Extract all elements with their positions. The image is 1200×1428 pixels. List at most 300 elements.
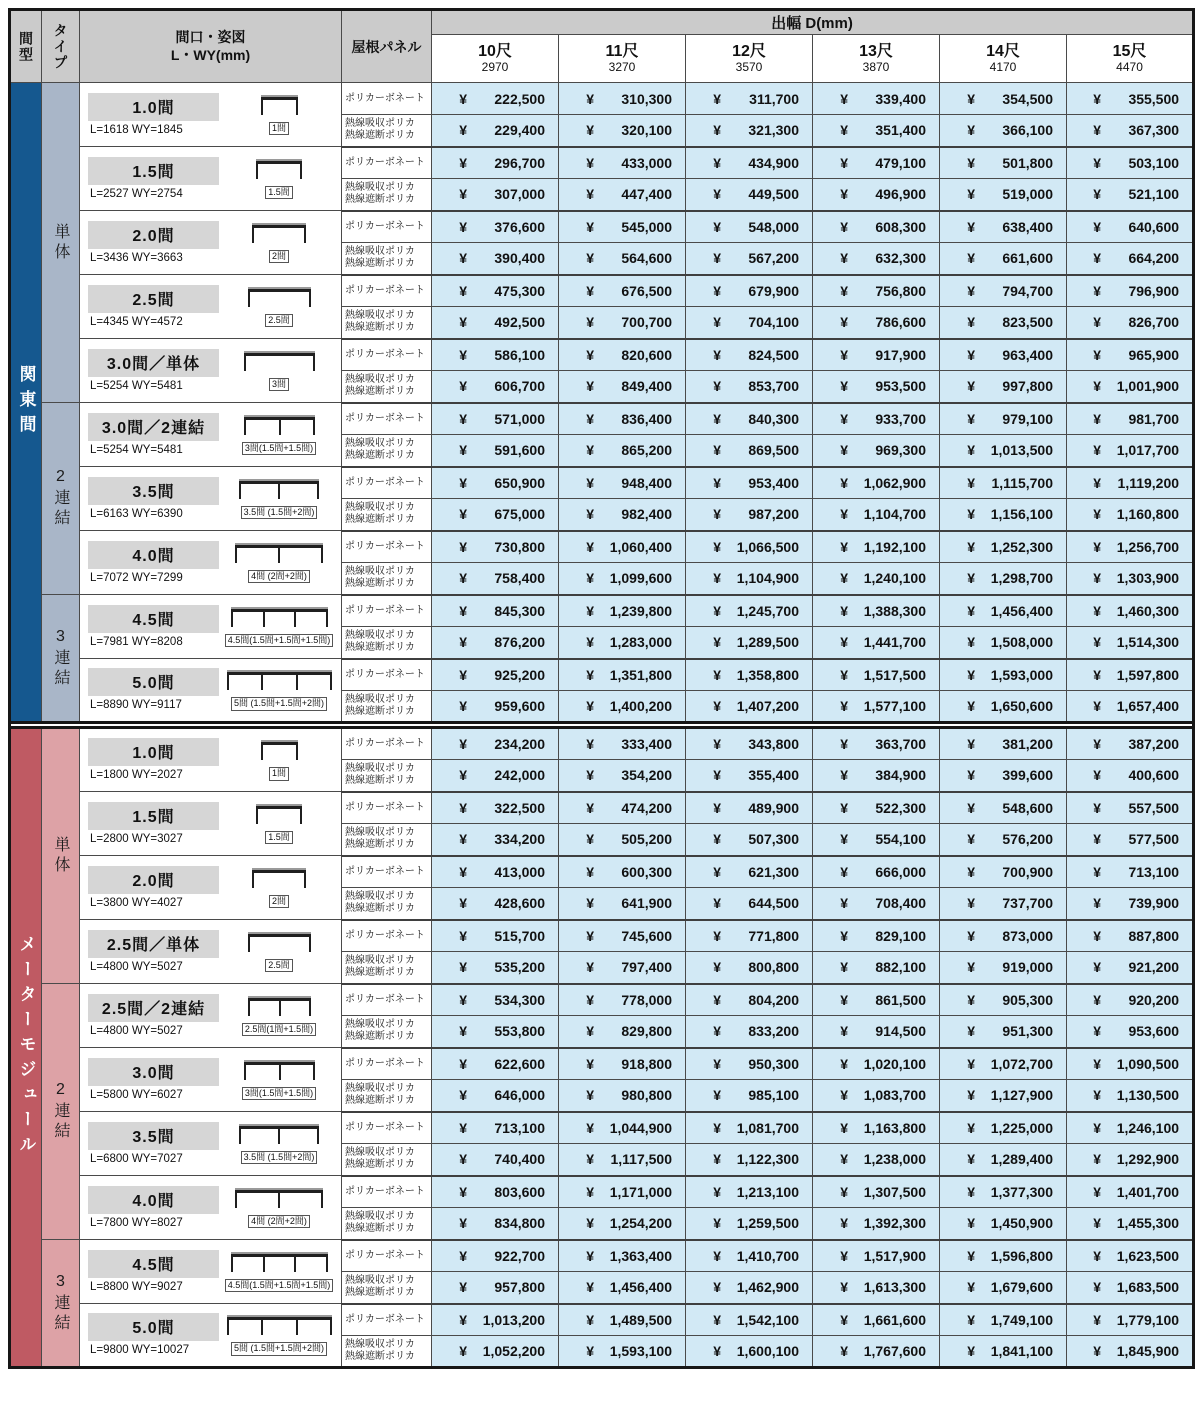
price-value: 997,800 <box>1002 378 1053 395</box>
span-spec-cell <box>80 856 342 920</box>
span-dimensions: L=4345 WY=4572 <box>90 315 183 328</box>
roof-panel-polycarbonate: ポリカーボネート <box>342 1048 432 1080</box>
price-value: 905,300 <box>1002 991 1053 1008</box>
table-row-polycarbonate <box>10 275 1194 307</box>
price-cell <box>813 339 940 371</box>
table-row-polycarbonate <box>10 339 1194 371</box>
price-value: 545,000 <box>621 218 672 235</box>
price-value: 311,700 <box>749 90 799 107</box>
price-cell <box>1067 984 1194 1016</box>
yen-sign: ¥ <box>840 442 848 459</box>
price-value: 1,213,100 <box>736 1183 799 1200</box>
price-value: 1,351,800 <box>609 666 672 683</box>
yen-sign: ¥ <box>713 538 721 555</box>
heat-absorb-label: 熱線吸収ポリカ <box>345 118 415 130</box>
roof-panel-polycarbonate: ポリカーボネート <box>342 728 432 760</box>
yen-sign: ¥ <box>967 666 975 683</box>
post-leg <box>248 292 250 307</box>
yen-sign: ¥ <box>459 378 467 395</box>
price-cell <box>559 691 686 723</box>
price-cell <box>1067 888 1194 920</box>
price-cell <box>813 83 940 115</box>
price-value: 980,800 <box>621 1087 672 1104</box>
header-frontage <box>80 10 342 83</box>
price-cell <box>432 595 559 627</box>
depth-mm: 2970 <box>481 59 509 74</box>
price-cell <box>686 1208 813 1240</box>
price-value: 644,500 <box>748 895 799 912</box>
roof-panel-heat <box>342 1144 432 1176</box>
yen-sign: ¥ <box>586 959 594 976</box>
price-value: 951,300 <box>1002 1023 1053 1040</box>
price-cell <box>813 728 940 760</box>
price-value: 553,800 <box>494 1023 545 1040</box>
post-leg <box>263 1257 265 1272</box>
price-value: 1,252,300 <box>990 538 1053 555</box>
price-cell <box>940 467 1067 499</box>
depth-mm: 3270 <box>608 59 636 74</box>
price-cell <box>559 371 686 403</box>
type-group-cell <box>42 984 80 1240</box>
price-cell <box>940 595 1067 627</box>
span-size-label: 4.0間 <box>88 541 219 569</box>
table-row-polycarbonate <box>10 1112 1194 1144</box>
yen-sign: ¥ <box>967 378 975 395</box>
yen-sign: ¥ <box>586 282 594 299</box>
diagram-span-label: 4間 (2間+2間) <box>248 570 310 584</box>
price-value: 1,192,100 <box>863 538 926 555</box>
yen-sign: ¥ <box>459 959 467 976</box>
price-cell <box>940 499 1067 531</box>
price-cell <box>559 1048 686 1080</box>
price-cell <box>432 307 559 339</box>
depth-mm: 4470 <box>1116 59 1143 74</box>
elevation-diagram <box>248 287 311 313</box>
span-spec-cell <box>80 339 342 403</box>
price-cell <box>686 1144 813 1176</box>
span-size-label: 4.5間 <box>88 1250 219 1278</box>
price-value: 1,171,000 <box>609 1183 672 1200</box>
yen-sign: ¥ <box>1093 122 1102 139</box>
post-leg <box>252 873 254 888</box>
price-cell <box>813 1240 940 1272</box>
post-leg <box>326 1257 328 1272</box>
price-cell <box>940 627 1067 659</box>
heat-block-label: 熱線遮断ポリカ <box>345 1223 415 1235</box>
price-value: 987,200 <box>748 506 799 523</box>
price-value: 861,500 <box>875 991 926 1008</box>
heat-absorb-label: 熱線吸収ポリカ <box>345 374 415 386</box>
span-dimensions: L=3800 WY=4027 <box>90 896 183 909</box>
heat-absorb-label: 熱線吸収ポリカ <box>345 694 415 705</box>
yen-sign: ¥ <box>967 767 975 784</box>
yen-sign: ¥ <box>1093 378 1102 395</box>
price-value: 505,200 <box>621 831 672 848</box>
price-cell <box>813 792 940 824</box>
price-value: 1,400,200 <box>609 698 672 714</box>
header-roof-panel: 屋根パネル <box>342 10 432 83</box>
price-cell <box>559 888 686 920</box>
price-cell <box>686 243 813 275</box>
price-cell <box>686 1112 813 1144</box>
yen-sign: ¥ <box>459 831 467 848</box>
price-cell <box>813 824 940 856</box>
price-value: 1,596,800 <box>990 1247 1053 1264</box>
yen-sign: ¥ <box>586 474 594 491</box>
price-cell <box>940 339 1067 371</box>
price-cell <box>432 467 559 499</box>
span-spec <box>88 413 337 457</box>
yen-sign: ¥ <box>967 895 975 912</box>
price-value: 713,100 <box>1128 863 1180 880</box>
post-leg <box>309 937 311 952</box>
yen-sign: ¥ <box>459 1151 467 1168</box>
price-value: 501,800 <box>1002 154 1053 171</box>
roof-panel-heat <box>342 243 432 275</box>
diagram-span-label: 1間 <box>269 122 289 136</box>
yen-sign: ¥ <box>967 1055 975 1072</box>
post-leg <box>227 1320 229 1335</box>
price-cell <box>686 83 813 115</box>
yen-sign: ¥ <box>713 122 721 139</box>
price-value: 1,115,700 <box>991 474 1053 491</box>
yen-sign: ¥ <box>840 736 848 752</box>
price-cell <box>813 435 940 467</box>
yen-sign: ¥ <box>713 346 721 363</box>
depth-shaku: 14尺 <box>986 43 1020 61</box>
price-value: 865,200 <box>621 442 672 459</box>
elevation-diagram <box>244 415 315 441</box>
roof-panel-heat <box>342 627 432 659</box>
yen-sign: ¥ <box>586 1279 594 1296</box>
price-cell <box>686 984 813 1016</box>
yen-sign: ¥ <box>840 570 848 587</box>
price-cell <box>940 691 1067 723</box>
price-value: 600,300 <box>621 863 672 880</box>
yen-sign: ¥ <box>713 1279 721 1296</box>
price-cell <box>559 824 686 856</box>
yen-sign: ¥ <box>1093 538 1102 555</box>
price-value: 804,200 <box>748 991 799 1008</box>
yen-sign: ¥ <box>840 1055 848 1072</box>
yen-sign: ¥ <box>1093 831 1102 848</box>
span-spec <box>88 541 337 585</box>
elevation-diagram <box>248 996 311 1022</box>
span-dimensions: L=7072 WY=7299 <box>90 571 183 584</box>
yen-sign: ¥ <box>459 991 467 1008</box>
price-cell <box>1067 1048 1194 1080</box>
yen-sign: ¥ <box>586 1055 594 1072</box>
price-value: 400,600 <box>1128 767 1180 784</box>
roof-panel-polycarbonate: ポリカーボネート <box>342 1240 432 1272</box>
heat-absorb-label: 熱線吸収ポリカ <box>345 955 415 967</box>
heat-block-label: 熱線遮断ポリカ <box>345 967 415 979</box>
price-cell <box>686 435 813 467</box>
yen-sign: ¥ <box>459 1215 467 1232</box>
price-cell <box>686 371 813 403</box>
post-leg <box>278 1193 280 1208</box>
price-value: 1,225,000 <box>990 1119 1053 1136</box>
price-value: 1,363,400 <box>609 1247 672 1264</box>
yen-sign: ¥ <box>840 538 848 555</box>
price-value: 918,800 <box>621 1055 672 1072</box>
price-cell <box>559 211 686 243</box>
span-spec <box>88 930 337 974</box>
price-value: 1,597,800 <box>1116 666 1180 683</box>
yen-sign: ¥ <box>713 378 721 395</box>
roof-panel-heat <box>342 1016 432 1048</box>
header-depth-col <box>813 35 940 83</box>
price-value: 571,000 <box>494 410 545 427</box>
price-value: 661,600 <box>1002 250 1053 267</box>
price-cell <box>813 147 940 179</box>
diagram-span-label: 4.5間(1.5間+1.5間+1.5間) <box>225 634 334 648</box>
price-value: 1,245,700 <box>736 602 799 619</box>
diagram-span-label: 2.5間 <box>265 314 293 328</box>
yen-sign: ¥ <box>586 218 594 235</box>
span-dimensions: L=5254 WY=5481 <box>90 379 183 392</box>
span-spec <box>88 221 337 265</box>
price-cell <box>940 403 1067 435</box>
price-cell <box>813 952 940 984</box>
price-cell <box>559 1080 686 1112</box>
price-cell <box>813 1336 940 1368</box>
heat-block-label: 熱線遮断ポリカ <box>345 1159 415 1171</box>
price-value: 953,400 <box>748 474 799 491</box>
price-value: 1,090,500 <box>1116 1055 1180 1072</box>
heat-block-label: 熱線遮断ポリカ <box>345 1287 415 1299</box>
price-value: 1,462,900 <box>736 1279 799 1296</box>
price-cell <box>686 1240 813 1272</box>
yen-sign: ¥ <box>713 506 721 523</box>
price-cell <box>1067 83 1194 115</box>
span-dimensions: L=4800 WY=5027 <box>90 1024 183 1037</box>
yen-sign: ¥ <box>967 570 975 587</box>
price-cell <box>940 1208 1067 1240</box>
price-cell <box>686 179 813 211</box>
roof-panel-polycarbonate: ポリカーボネート <box>342 1112 432 1144</box>
span-size-label: 2.5間 <box>88 285 219 313</box>
yen-sign: ¥ <box>840 154 848 171</box>
price-cell <box>686 856 813 888</box>
price-cell <box>1067 1336 1194 1368</box>
roof-panel-heat <box>342 1272 432 1304</box>
price-cell <box>432 563 559 595</box>
price-cell <box>813 659 940 691</box>
yen-sign: ¥ <box>459 1023 467 1040</box>
roof-panel-heat <box>342 1208 432 1240</box>
heat-absorb-label: 熱線吸収ポリカ <box>345 827 415 839</box>
span-spec-cell <box>80 1048 342 1112</box>
yen-sign: ¥ <box>967 346 975 363</box>
price-cell <box>940 728 1067 760</box>
yen-sign: ¥ <box>840 282 848 299</box>
yen-sign: ¥ <box>459 122 467 139</box>
diagram-span-label: 1.5間 <box>265 831 293 845</box>
yen-sign: ¥ <box>1093 218 1102 235</box>
yen-sign: ¥ <box>840 1151 848 1168</box>
roof-bar <box>252 870 306 873</box>
roof-bar <box>261 742 298 745</box>
price-cell <box>813 371 940 403</box>
yen-sign: ¥ <box>840 378 848 395</box>
span-dimensions: L=6800 WY=7027 <box>90 1152 183 1165</box>
section-meter <box>10 728 1194 1368</box>
price-cell <box>813 275 940 307</box>
post-leg <box>227 675 229 690</box>
price-value: 1,450,900 <box>990 1215 1053 1232</box>
price-value: 1,441,700 <box>863 634 926 651</box>
yen-sign: ¥ <box>840 1343 848 1359</box>
price-cell <box>1067 856 1194 888</box>
price-value: 1,156,100 <box>990 506 1053 523</box>
yen-sign: ¥ <box>967 1087 975 1104</box>
price-value: 1,072,700 <box>990 1055 1053 1072</box>
yen-sign: ¥ <box>459 1247 467 1264</box>
roof-bar <box>231 1254 328 1257</box>
table-row-polycarbonate <box>10 728 1194 760</box>
yen-sign: ¥ <box>1093 506 1102 523</box>
price-value: 548,000 <box>748 218 799 235</box>
price-cell <box>940 856 1067 888</box>
post-leg <box>330 675 332 690</box>
roof-bar <box>261 97 298 100</box>
price-value: 390,400 <box>494 250 545 267</box>
price-cell <box>686 691 813 723</box>
price-cell <box>940 1144 1067 1176</box>
price-value: 638,400 <box>1002 218 1053 235</box>
yen-sign: ¥ <box>840 959 848 976</box>
span-spec-cell <box>80 211 342 275</box>
header-depth-col <box>559 35 686 83</box>
price-cell <box>686 563 813 595</box>
yen-sign: ¥ <box>1093 442 1102 459</box>
yen-sign: ¥ <box>1093 1247 1102 1264</box>
yen-sign: ¥ <box>459 282 467 299</box>
yen-sign: ¥ <box>840 634 848 651</box>
price-value: 479,100 <box>875 154 926 171</box>
post-leg <box>248 937 250 952</box>
price-cell <box>813 1272 940 1304</box>
heat-absorb-label: 熱線吸収ポリカ <box>345 1019 415 1031</box>
price-cell <box>940 1080 1067 1112</box>
price-cell <box>686 1304 813 1336</box>
price-value: 646,000 <box>494 1087 545 1104</box>
price-cell <box>559 952 686 984</box>
header-depth-col <box>1067 35 1194 83</box>
yen-sign: ¥ <box>713 218 721 235</box>
yen-sign: ¥ <box>1093 602 1102 619</box>
price-value: 803,600 <box>494 1183 545 1200</box>
yen-sign: ¥ <box>713 1087 721 1104</box>
yen-sign: ¥ <box>1093 346 1102 363</box>
yen-sign: ¥ <box>586 570 594 587</box>
post-leg <box>256 809 258 824</box>
yen-sign: ¥ <box>1093 1023 1102 1040</box>
price-value: 953,600 <box>1128 1023 1180 1040</box>
heat-block-label: 熱線遮断ポリカ <box>345 903 415 915</box>
yen-sign: ¥ <box>840 122 848 139</box>
diagram-span-label: 1.5間 <box>265 186 293 200</box>
table-row-polycarbonate <box>10 403 1194 435</box>
price-cell <box>559 792 686 824</box>
span-spec <box>88 1186 337 1230</box>
post-leg <box>296 1320 298 1335</box>
price-value: 869,500 <box>748 442 799 459</box>
price-value: 1,289,400 <box>990 1151 1053 1168</box>
yen-sign: ¥ <box>713 154 721 171</box>
price-value: 474,200 <box>621 799 672 816</box>
yen-sign: ¥ <box>459 1183 467 1200</box>
span-spec-cell <box>80 83 342 147</box>
yen-sign: ¥ <box>1093 1119 1102 1136</box>
span-size-label: 2.0間 <box>88 221 219 249</box>
table-row-polycarbonate <box>10 920 1194 952</box>
price-cell <box>432 728 559 760</box>
yen-sign: ¥ <box>459 1279 467 1296</box>
yen-sign: ¥ <box>459 634 467 651</box>
price-cell <box>940 179 1067 211</box>
yen-sign: ¥ <box>1093 250 1102 267</box>
depth-shaku: 15尺 <box>1112 43 1147 61</box>
price-value: 1,577,100 <box>863 698 926 714</box>
roof-panel-heat <box>342 760 432 792</box>
price-value: 535,200 <box>494 959 545 976</box>
roof-bar <box>248 289 311 292</box>
price-cell <box>813 1304 940 1336</box>
yen-sign: ¥ <box>459 1119 467 1136</box>
yen-sign: ¥ <box>586 1183 594 1200</box>
price-cell <box>813 467 940 499</box>
diagram-span-label: 1間 <box>269 767 289 781</box>
price-value: 632,300 <box>875 250 926 267</box>
price-cell <box>813 1112 940 1144</box>
price-value: 950,300 <box>748 1055 799 1072</box>
span-size-label: 1.0間 <box>88 738 219 766</box>
price-value: 622,600 <box>494 1055 545 1072</box>
span-dimensions: L=1618 WY=1845 <box>90 123 183 136</box>
yen-sign: ¥ <box>840 698 848 714</box>
price-value: 824,500 <box>748 346 799 363</box>
yen-sign: ¥ <box>840 991 848 1008</box>
yen-sign: ¥ <box>1093 570 1102 587</box>
yen-sign: ¥ <box>967 1215 975 1232</box>
yen-sign: ¥ <box>459 90 467 107</box>
price-value: 849,400 <box>621 378 672 395</box>
type-group-label: 3連結 <box>52 627 69 689</box>
roof-bar <box>231 609 328 612</box>
diagram-span-label: 2.5間(1間+1.5間) <box>242 1023 316 1037</box>
diagram-span-label: 4.5間(1.5間+1.5間+1.5間) <box>225 1279 334 1293</box>
yen-sign: ¥ <box>459 799 467 816</box>
price-cell <box>686 952 813 984</box>
yen-sign: ¥ <box>713 1183 721 1200</box>
price-cell <box>432 83 559 115</box>
price-value: 475,300 <box>494 282 545 299</box>
span-spec <box>88 605 337 649</box>
span-size-label: 5.0間 <box>88 668 219 696</box>
price-value: 833,200 <box>748 1023 799 1040</box>
price-value: 957,800 <box>494 1279 545 1296</box>
price-cell <box>813 856 940 888</box>
yen-sign: ¥ <box>840 666 848 683</box>
price-value: 310,300 <box>621 90 672 107</box>
price-value: 1,410,700 <box>736 1247 799 1264</box>
price-value: 797,400 <box>621 959 672 976</box>
post-leg <box>261 675 263 690</box>
price-cell <box>813 595 940 627</box>
span-spec-cell <box>80 984 342 1048</box>
